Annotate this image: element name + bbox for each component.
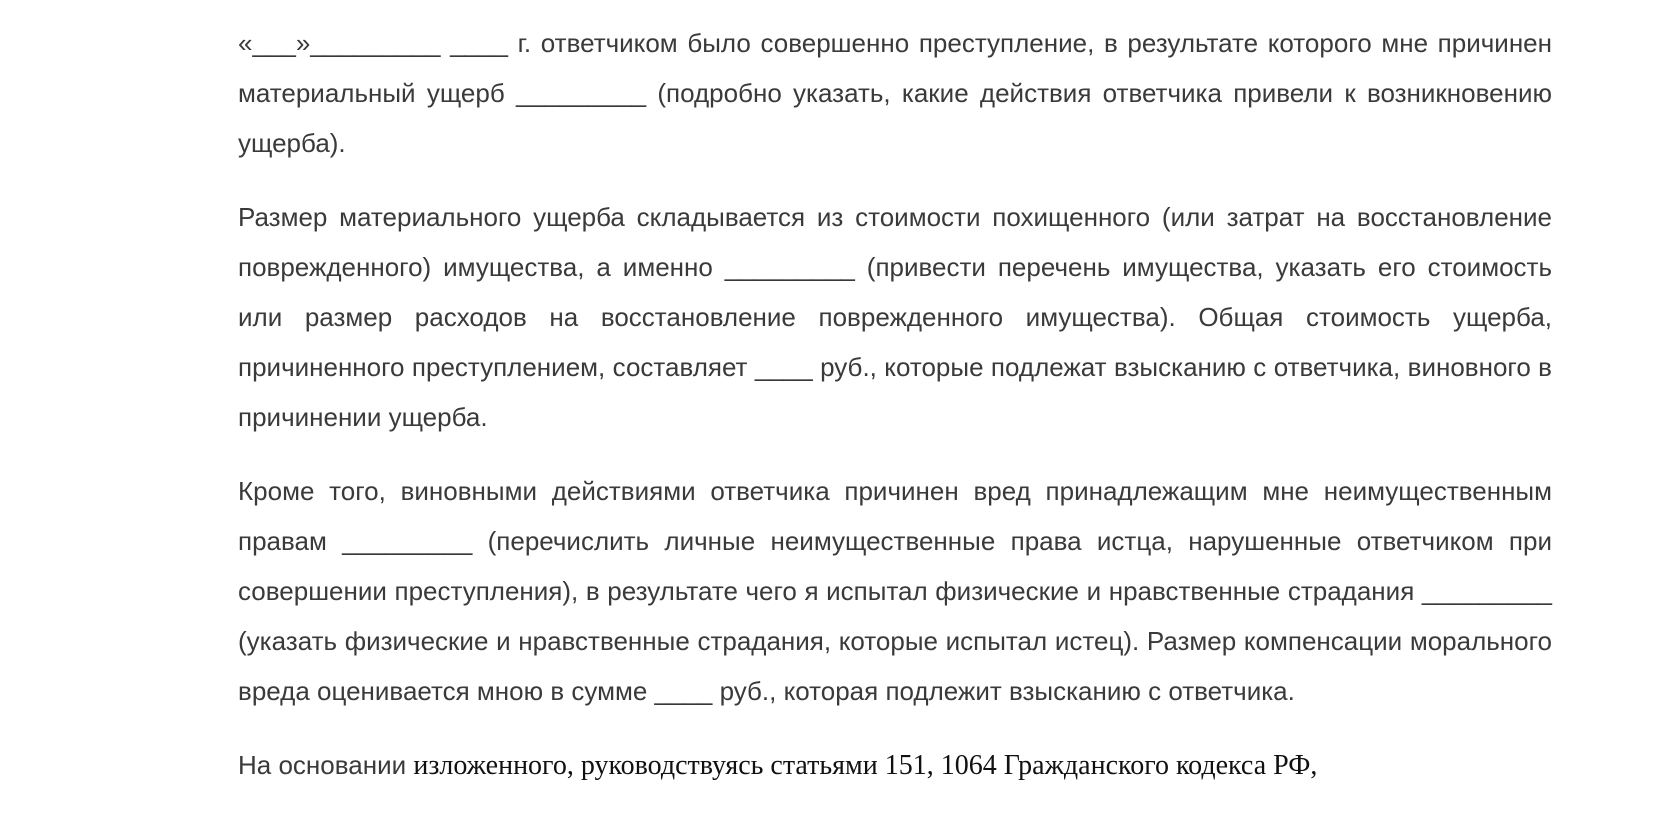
grounds-rest-text: изложенного, руководствуясь статьями 151, 1064 Гражданского кодекса РФ, — [413, 750, 1318, 781]
paragraph-moral-damage: Кроме того, виновными действиями ответчика причинен вред принадлежащим мне неимущественным правам _________ (перечислить личные неимущественные права истца, нарушенные ответчиком при совершении преступления), в результате чего я испытал физические и нравственные страдания _________ (указать физические и нравственные страдания, которые испытал истец). Размер компенсации морального вреда оценивается мною в сумме ____ руб., которая подлежит взысканию с ответчика. — [238, 476, 1552, 706]
paragraph-material-damage: Размер материального ущерба складывается из стоимости похищенного (или затрат на восстановление поврежденного) имущества, а именно _________ (привести перечень имущества, указать его стоимость или размер расходов на восстановление поврежденного имущества). Общая стоимость ущерба, причиненного преступлением, составляет ____ руб., которые подлежат взысканию с ответчика, виновного в причинении ущерба. — [238, 202, 1552, 432]
paragraph-grounds — [238, 740, 1552, 791]
document-body — [238, 18, 1552, 815]
paragraph-incident: «___»_________ ____ г. ответчиком было совершенно преступление, в результате которого мне причинен материальный ущерб _________ (подробно указать, какие действия ответчика привели к возникновению ущерба). — [238, 28, 1552, 158]
grounds-lead-text: На основании — [238, 750, 414, 780]
